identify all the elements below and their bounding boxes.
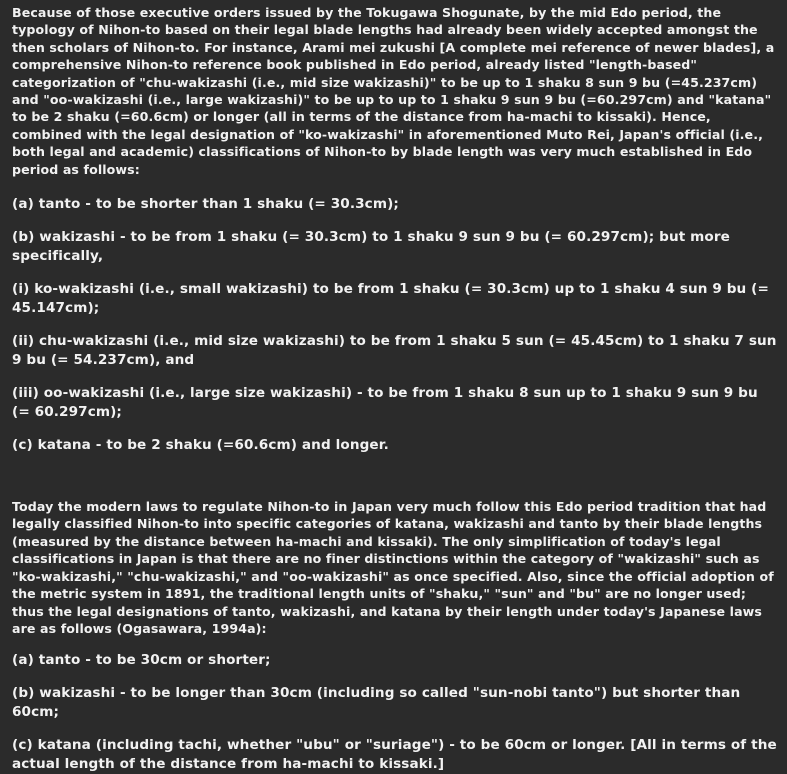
edo-class-chu-wakizashi: (ii) chu-wakizashi (i.e., mid size wakizashi) to be from 1 shaku 5 sun (= 45.45cm) to 1 shaku 7 sun 9 bu (= 54.237cm), and [12,333,777,369]
edo-class-wakizashi: (b) wakizashi - to be from 1 shaku (= 30.3cm) to 1 shaku 9 sun 9 bu (= 60.297cm); but more specifically, [12,229,730,265]
modern-paragraph: Today the modern laws to regulate Nihon-to in Japan very much follow this Edo period tradition that had legally classified Nihon-to into specific categories of katana, wakizashi and tanto by their blade lengths (measured by the distance between ha-machi and kissaki). The only simplification of today's legal classifications in Japan is that there are no finer distinctions within the category of "wakizashi" such as "ko-wakizashi," "chu-wakizashi," and "oo-wakizashi" as once specified. Also, since the official adoption of the metric system in 1891, the traditional length units of "shaku," "sun" and "bu" are no longer used; thus the legal designations of tanto, wakizashi, and katana by their length under today's Japanese laws are as follows (Ogasawara, 1994a): [12,499,774,636]
modern-class-tanto: (a) tanto - to be 30cm or shorter; [12,652,271,669]
intro-paragraph: Because of those executive orders issued by the Tokugawa Shogunate, by the mid Edo period, the typology of Nihon-to based on their legal blade lengths had already been widely accepted amongst the then scholars of Nihon-to. For instance, Arami mei zukushi [A complete mei reference of newer blades], a comprehensive Nihon-to reference book published in Edo period, already listed "length-based" categorization of "chu-wakizashi (i.e., mid size wakizashi)" to be up to 1 shaku 8 sun 9 bu (=45.237cm) and "oo-wakizashi (i.e., large wakizashi)" to be up to up to 1 shaku 9 sun 9 bu (=60.297cm) and "katana" to be 2 shaku (=60.6cm) or longer (all in terms of the distance from ha-machi to kissaki). Hence, combined with the legal designation of "ko-wakizashi" in aforementioned Muto Rei, Japan's official (i.e., both legal and academic) classifications of Nihon-to by blade length was very much established in Edo period as follows: [12,5,775,177]
edo-class-tanto: (a) tanto - to be shorter than 1 shaku (= 30.3cm); [12,196,399,213]
edo-class-ko-wakizashi: (i) ko-wakizashi (i.e., small wakizashi) to be from 1 shaku (= 30.3cm) up to 1 shaku 4 sun 9 bu (= 45.147cm); [12,281,769,317]
edo-class-katana: (c) katana - to be 2 shaku (=60.6cm) and longer. [12,437,389,454]
edo-class-oo-wakizashi: (iii) oo-wakizashi (i.e., large size wakizashi) - to be from 1 shaku 8 sun up to 1 shaku 9 sun 9 bu (= 60.297cm); [12,385,758,421]
modern-class-katana: (c) katana (including tachi, whether "ubu" or "suriage") - to be 60cm or longer. [All in terms of the actual length of the distance from ha-machi to kissaki.] [12,737,777,773]
modern-class-wakizashi: (b) wakizashi - to be longer than 30cm (including so called "sun-nobi tanto") but shorter than 60cm; [12,685,741,721]
